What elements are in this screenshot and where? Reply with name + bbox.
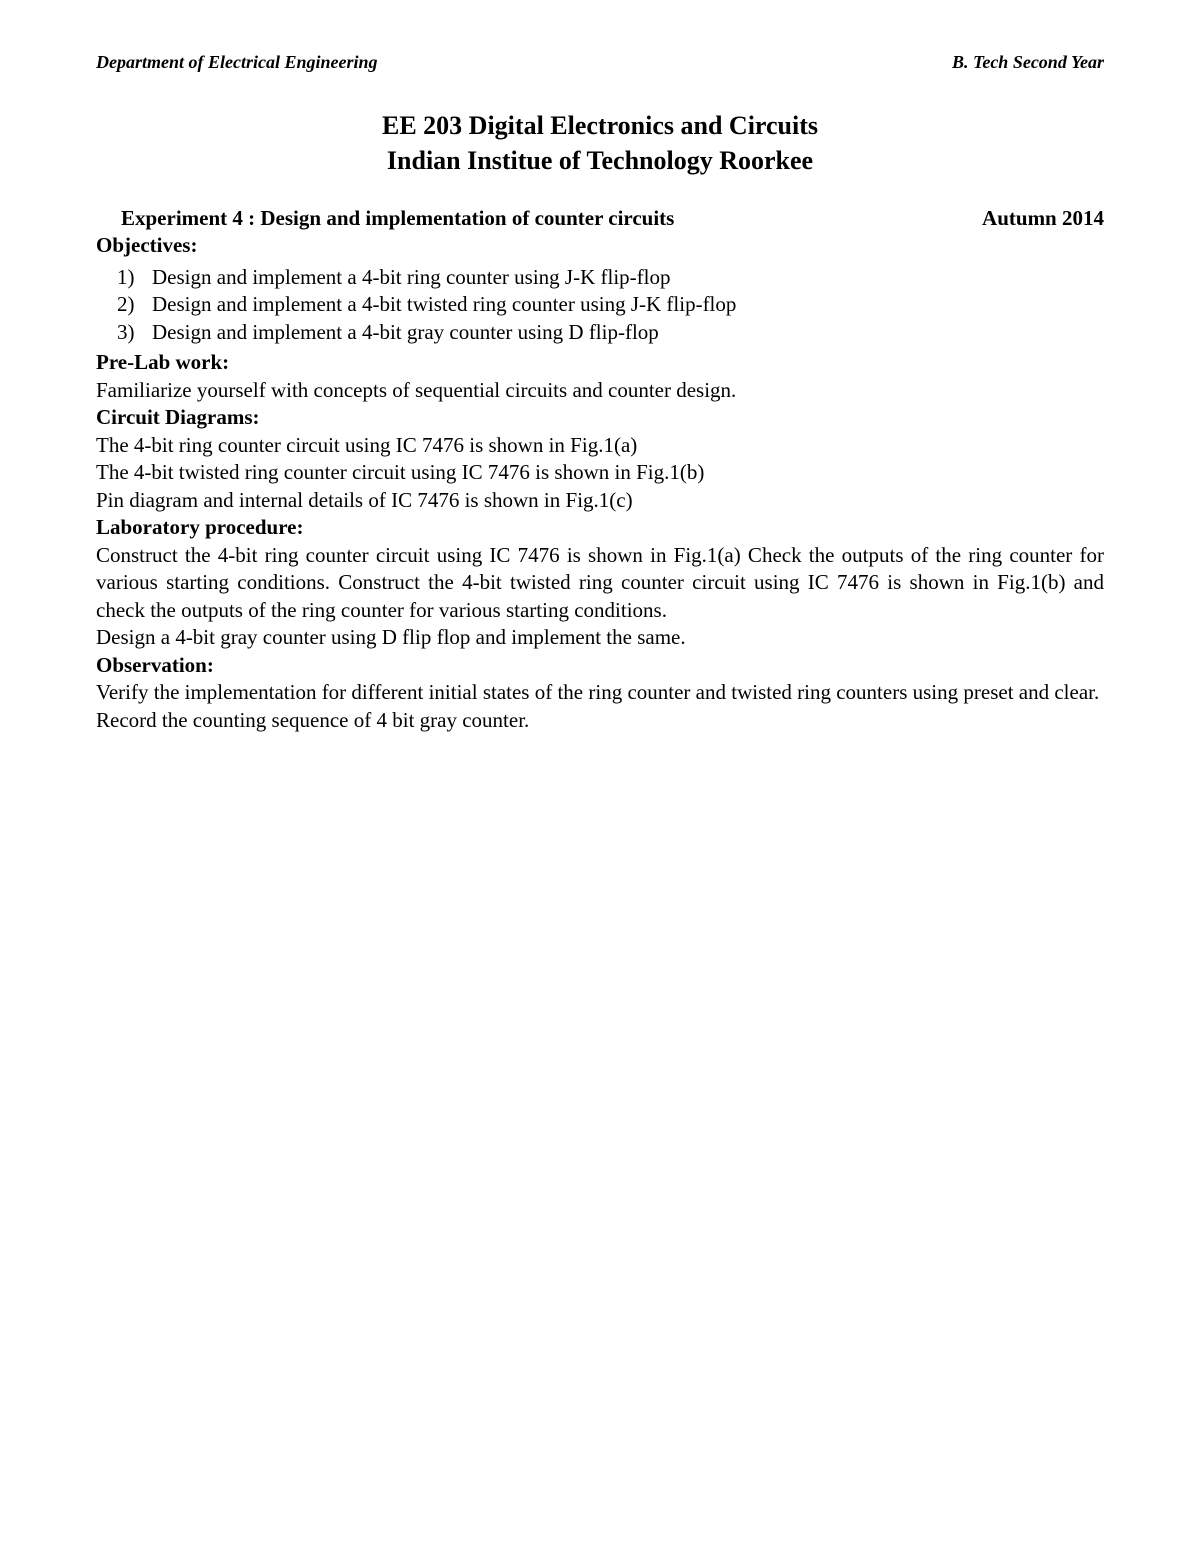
list-item-text: Design and implement a 4-bit gray counter using D flip-flop — [152, 319, 659, 344]
list-item-number: 3) — [117, 319, 135, 344]
list-item-number: 2) — [117, 292, 135, 316]
procedure-paragraph: Construct the 4-bit ring counter circuit using IC 7476 is shown in Fig.1(a) Check the outputs of the ring counter for various starting conditions. Construct the 4-bit twisted ring counter circuit using IC 7476 is shown in Fig.1(b) and check the outputs of the ring counter for various starting conditions. — [96, 542, 1104, 622]
prelab-text: Familiarize yourself with concepts of sequential circuits and counter design. — [96, 377, 737, 402]
list-item — [96, 264, 1104, 292]
procedure-paragraph: Design a 4-bit gray counter using D flip flop and implement the same. — [96, 625, 686, 649]
experiment-line — [121, 206, 1104, 231]
procedure-heading: Laboratory procedure: — [96, 515, 304, 539]
circuit-line: The 4-bit ring counter circuit using IC 7476 is shown in Fig.1(a) — [96, 432, 638, 457]
experiment-term: Autumn 2014 — [982, 206, 1104, 230]
circuit-heading: Circuit Diagrams: — [96, 405, 260, 429]
circuit-line: The 4-bit twisted ring counter circuit using IC 7476 is shown in Fig.1(b) — [96, 460, 705, 484]
circuit-line: Pin diagram and internal details of IC 7476 is shown in Fig.1(c) — [96, 487, 633, 512]
list-item-number: 1) — [117, 264, 135, 289]
observation-paragraph: Verify the implementation for different initial states of the ring counter and twisted ring counters using preset and clear. — [96, 680, 1100, 704]
list-item-text: Design and implement a 4-bit ring counter using J-K flip-flop — [152, 264, 671, 289]
objectives-heading: Objectives: — [96, 233, 198, 257]
experiment-title: Experiment 4 : Design and implementation of counter circuits — [121, 206, 675, 230]
document-title — [96, 108, 1104, 178]
observation-paragraph: Record the counting sequence of 4 bit gray counter. — [96, 707, 530, 732]
prelab-heading: Pre-Lab work: — [96, 350, 230, 374]
running-header — [96, 52, 1104, 73]
list-item — [96, 319, 1104, 347]
list-item-text: Design and implement a 4-bit twisted ring counter using J-K flip-flop — [152, 292, 737, 316]
observation-heading: Observation: — [96, 652, 214, 677]
document-body — [96, 232, 1104, 734]
header-year: B. Tech Second Year — [951, 52, 1104, 72]
objectives-list — [96, 264, 1104, 347]
institute-title: Indian Institue of Technology Roorkee — [386, 146, 814, 175]
header-department: Department of Electrical Engineering — [96, 52, 378, 72]
list-item — [96, 291, 1104, 319]
course-title: EE 203 Digital Electronics and Circuits — [382, 111, 818, 140]
